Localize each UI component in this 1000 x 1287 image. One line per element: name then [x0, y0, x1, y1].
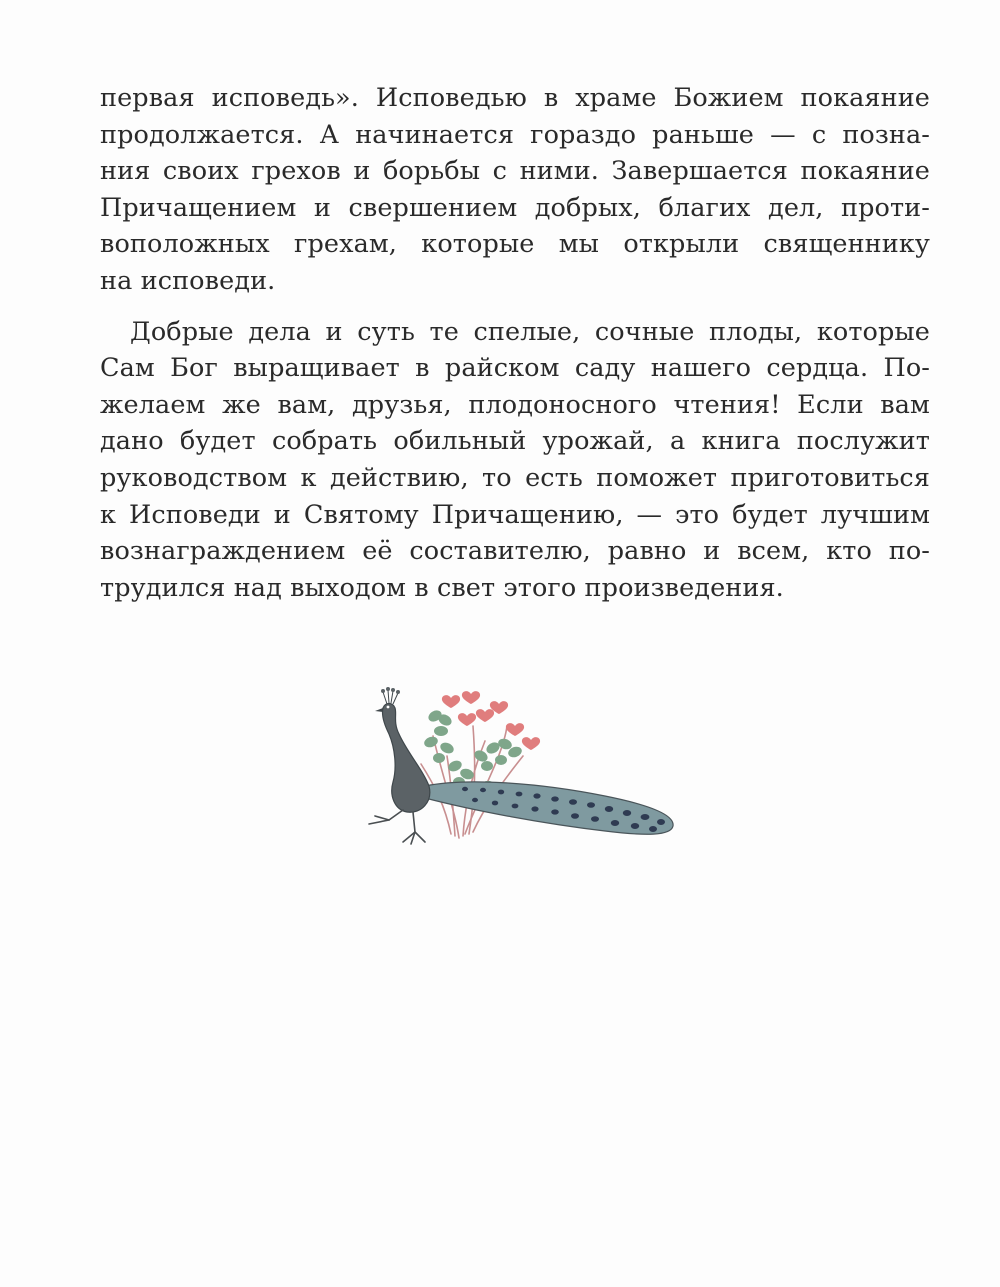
- paragraph-1: [100, 80, 930, 300]
- text-line: вознаграждением её составителю, равно и всем, кто по-: [100, 536, 930, 567]
- text-line: Сам Бог выращивает в райском саду нашего сердца. По-: [100, 353, 930, 384]
- text-line: желаем же вам, друзья, плодоносного чтения! Если вам: [100, 389, 930, 420]
- text-line: воположных грехам, которые мы открыли священнику: [100, 229, 930, 260]
- text-line: ния своих грехов и борьбы с ними. Завершается покаяние: [100, 156, 930, 187]
- text-line: Добрые дела и суть те спелые, сочные плоды, которые: [130, 316, 930, 347]
- text-line: к Исповеди и Святому Причащению, — это будет лучшим: [100, 499, 930, 530]
- text-line: Причащением и свершением добрых, благих дел, проти-: [100, 192, 930, 223]
- text-line: дано будет собрать обильный урожай, а книга послужит: [100, 426, 930, 457]
- text-line: первая исповедь». Исповедью в храме Божием покаяние: [100, 83, 930, 113]
- paragraph-gap: [100, 300, 930, 314]
- paragraph-2: [100, 314, 930, 607]
- text-line: на исповеди.: [100, 265, 276, 296]
- text-line: трудился над выходом в свет этого произведения.: [100, 572, 784, 603]
- text-line: продолжается. А начинается гораздо раньше — с позна-: [100, 119, 930, 150]
- body-text: [100, 80, 930, 606]
- text-line: руководством к действию, то есть поможет приготовиться: [100, 462, 930, 493]
- peacock-with-flowers-icon: [355, 686, 685, 856]
